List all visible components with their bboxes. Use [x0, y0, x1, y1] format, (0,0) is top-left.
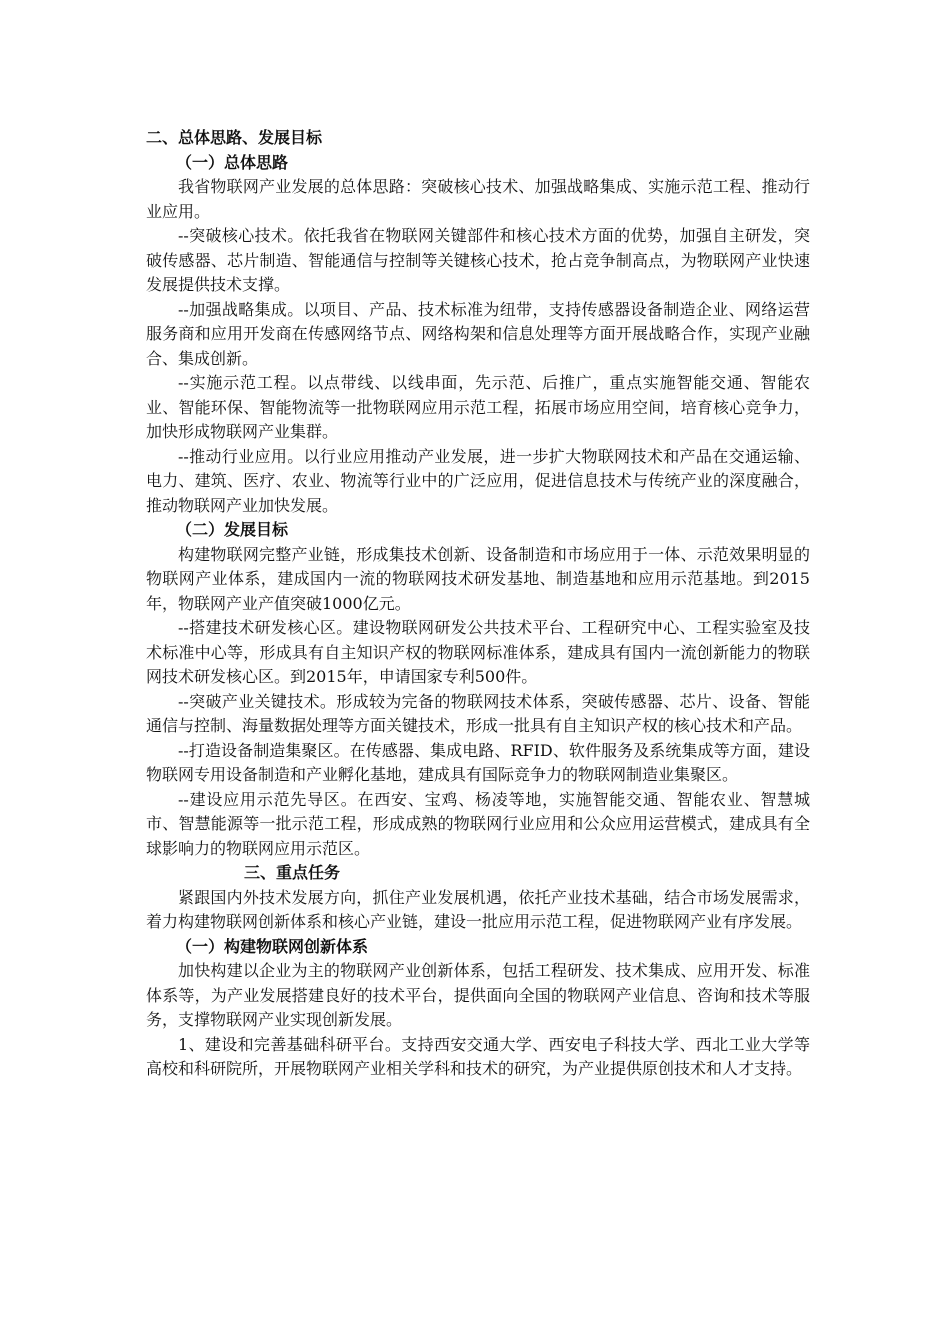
- paragraph: 加快构建以企业为主的物联网产业创新体系，包括工程研发、技术集成、应用开发、标准体系等，为产业发展搭建良好的技术平台，提供面向全国的物联网产业信息、咨询和技术等服务，支撑物联网产业实现创新发展。: [146, 961, 810, 1029]
- paragraph: --突破核心技术。依托我省在物联网关键部件和核心技术方面的优势，加强自主研发，突破传感器、芯片制造、智能通信与控制等关键核心技术，抢占竞争制高点，为物联网产业快速发展提供技术支撑。: [146, 226, 810, 294]
- paragraph: --搭建技术研发核心区。建设物联网研发公共技术平台、工程研究中心、工程实验室及技术标准中心等，形成具有自主知识产权的物联网标准体系，建成具有国内一流创新能力的物联网技术研发核心区。到2015年，申请国家专利500件。: [146, 618, 810, 686]
- section-heading: 三、重点任务: [244, 863, 341, 882]
- paragraph: 1、建设和完善基础科研平台。支持西安交通大学、西安电子科技大学、西北工业大学等高校和科研院所，开展物联网产业相关学科和技术的研究，为产业提供原创技术和人才支持。: [146, 1034, 810, 1078]
- section-heading: 二、总体思路、发展目标: [146, 128, 323, 147]
- paragraph: --推动行业应用。以行业应用推动产业发展，进一步扩大物联网技术和产品在交通运输、电力、建筑、医疗、农业、物流等行业中的广泛应用，促进信息技术与传统产业的深度融合，推动物联网产业加快发展。: [146, 446, 810, 515]
- subsection-heading: （二）发展目标: [176, 520, 289, 539]
- subsection-heading: （一）总体思路: [176, 152, 289, 172]
- paragraph: --实施示范工程。以点带线、以线串面，先示范、后推广，重点实施智能交通、智能农业、智能环保、智能物流等一批物联网应用示范工程，拓展市场应用空间，培育核心竞争力，加快形成物联网产业集群。: [146, 373, 810, 441]
- paragraph: --建设应用示范先导区。在西安、宝鸡、杨凌等地，实施智能交通、智能农业、智慧城市、智慧能源等一批示范工程，形成成熟的物联网行业应用和公众应用运营模式，建成具有全球影响力的物联网应用示范区。: [146, 789, 810, 858]
- paragraph: 我省物联网产业发展的总体思路：突破核心技术、加强战略集成、实施示范工程、推动行业应用。: [146, 177, 810, 221]
- paragraph: 构建物联网完整产业链，形成集技术创新、设备制造和市场应用于一体、示范效果明显的物联网产业体系，建成国内一流的物联网技术研发基地、制造基地和应用示范基地。到2015年，物联网产业产值突破1000亿元。: [146, 544, 810, 613]
- document-body: [146, 126, 810, 1082]
- subsection-heading: （一）构建物联网创新体系: [176, 936, 369, 956]
- paragraph: --突破产业关键技术。形成较为完备的物联网技术体系，突破传感器、芯片、设备、智能通信与控制、海量数据处理等方面关键技术，形成一批具有自主知识产权的核心技术和产品。: [146, 691, 810, 735]
- paragraph: --打造设备制造集聚区。在传感器、集成电路、RFID、软件服务及系统集成等方面，建设物联网专用设备制造和产业孵化基地，建成具有国际竞争力的物联网制造业集聚区。: [146, 740, 810, 784]
- paragraph: 紧跟国内外技术发展方向，抓住产业发展机遇，依托产业技术基础，结合市场发展需求，着力构建物联网创新体系和核心产业链，建设一批应用示范工程，促进物联网产业有序发展。: [146, 887, 810, 931]
- paragraph: --加强战略集成。以项目、产品、技术标准为纽带，支持传感器设备制造企业、网络运营服务商和应用开发商在传感网络节点、网络构架和信息处理等方面开展战略合作，实现产业融合、集成创新。: [146, 299, 810, 368]
